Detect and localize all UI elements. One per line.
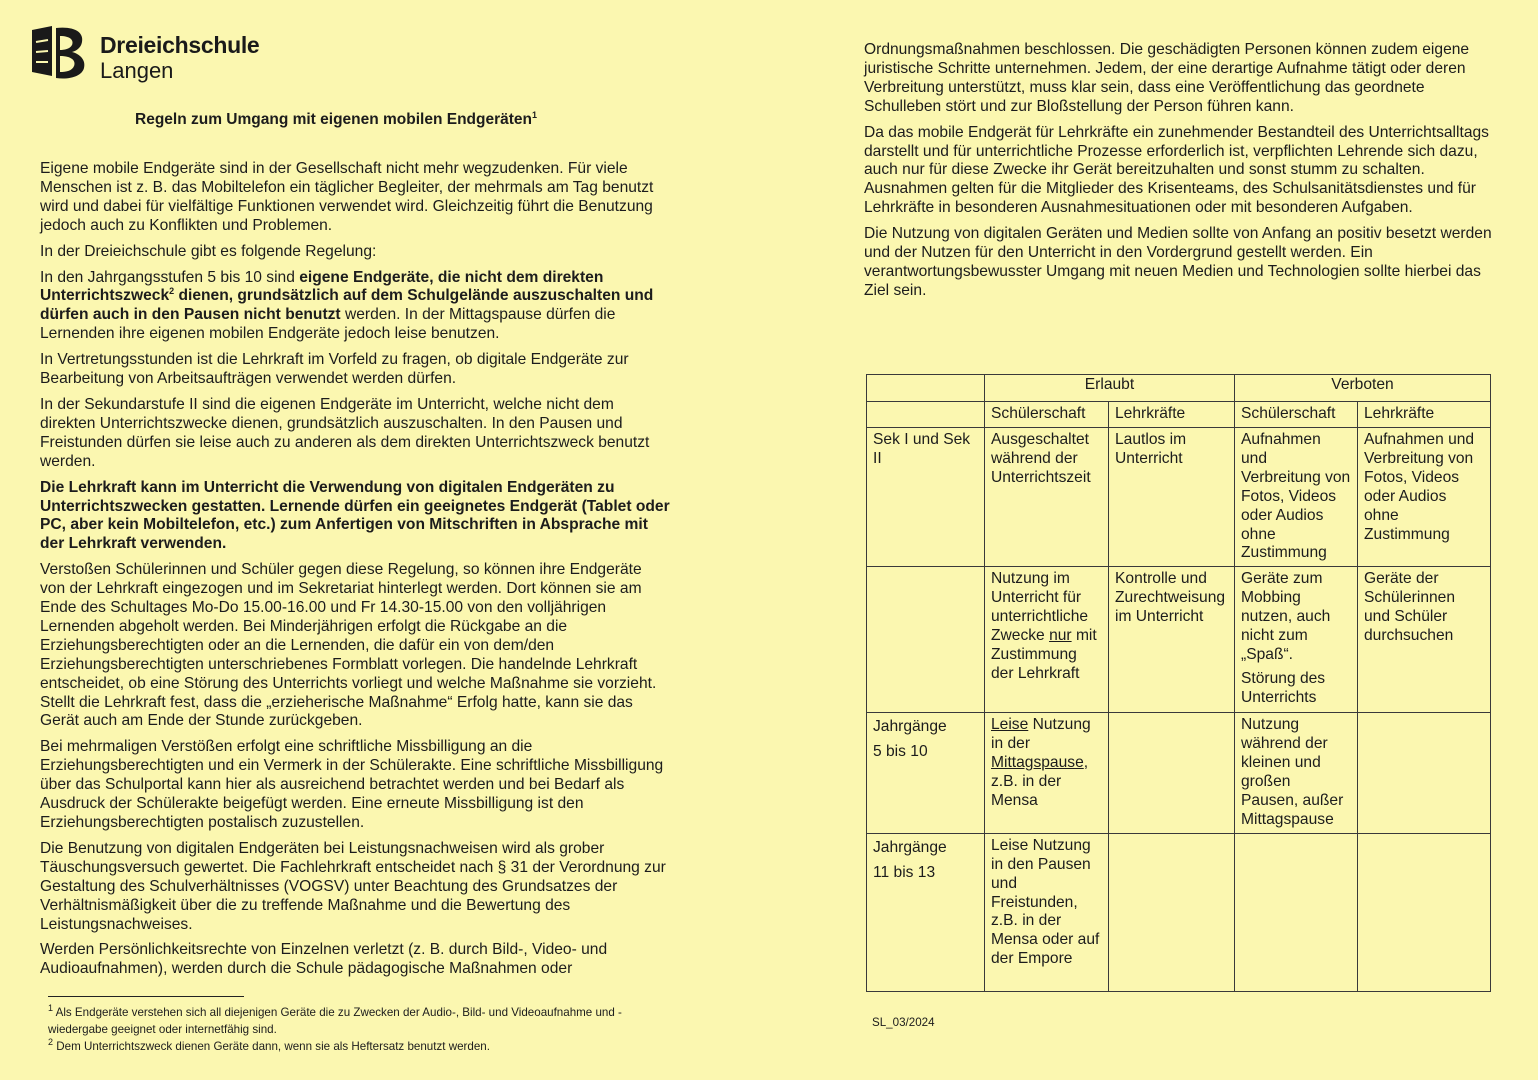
table-cell bbox=[1235, 833, 1358, 991]
paragraph-positive-use: Die Nutzung von digitalen Geräten und Medien sollte von Anfang an positiv besetzt werden und der Nutzen für den Unterricht in den Vordergrund gestellt werden. Ein verantwortungsbewusster Umgang mit neuen Medien und Technologien sollte hierbei das Ziel sein. bbox=[864, 225, 1492, 299]
school-city: Langen bbox=[100, 58, 174, 83]
col-allowed-students: Schülerschaft bbox=[985, 402, 1109, 428]
row-label-line: Jahrgänge bbox=[873, 838, 947, 856]
table-cell bbox=[1235, 567, 1358, 713]
footnotes bbox=[48, 1004, 678, 1055]
col-forbidden-students: Schülerschaft bbox=[1235, 402, 1358, 428]
table-cell bbox=[1358, 833, 1491, 991]
text-bold: dienen, grundsätzlich auf dem Schulgelände auszuschalten und dürfen auch in den Pausen nicht benutzt bbox=[40, 287, 654, 324]
table-row bbox=[867, 428, 1491, 567]
paragraph-teacher-devices: Da das mobile Endgerät für Lehrkräfte ein zunehmender Bestandteil des Unterrichtsalltags darstellt und für unterrichtliche Prozesse erforderlich ist, verpflichten Lehrende sich dazu, auch nur für diese Zwecke ihr Gerät bereitzuhalten und sonst stumm zu schalten. Ausnahmen gelten für die Mitglieder des Krisenteams, des Schulsanitätsdienstes und für Lehrkräfte in besonderen Ausnahmesituationen oder mit besonderen Aufgaben. bbox=[864, 123, 1489, 217]
table-cell bbox=[1109, 713, 1235, 833]
footnote-text: Dem Unterrichtszweck dienen Geräte dann, wenn sie als Heftersatz benutzt werden. bbox=[56, 1040, 490, 1053]
cell-line: Geräte zum Mobbing nutzen, auch nicht zum „Spaß“. bbox=[1241, 570, 1331, 663]
left-page bbox=[0, 0, 700, 1080]
school-name: Dreieichschule bbox=[100, 32, 260, 58]
text-segment: , z.B. in der Mensa bbox=[991, 754, 1089, 809]
group-forbidden: Verboten bbox=[1235, 375, 1491, 402]
text-underlined: nur bbox=[1049, 627, 1072, 645]
text-segment: Nutzung in der bbox=[991, 716, 1091, 753]
row-label-line: 11 bis 13 bbox=[873, 863, 936, 881]
row-label bbox=[867, 833, 985, 991]
text-segment: In den Jahrgangsstufen 5 bis 10 sind bbox=[40, 268, 300, 286]
text-underlined: Mittagspause bbox=[991, 754, 1084, 772]
paragraph-teacher-permission: Die Lehrkraft kann im Unterricht die Verwendung von digitalen Endgeräten zu Unterrichtszwecken gestatten. Lernende dürfen ein geeignetes Endgerät (Tablet oder PC, aber kein Mobiltelefon, etc.) zum Anfertigen von Mitschriften in Absprache mit der Lehrkraft verwenden. bbox=[40, 478, 670, 553]
row-label bbox=[867, 713, 985, 833]
table-header-columns bbox=[867, 402, 1491, 428]
table-cell: Aufnahmen und Verbreitung von Fotos, Videos oder Audios ohne Zustimmung bbox=[1358, 428, 1491, 567]
school-logo bbox=[30, 24, 270, 84]
row-label bbox=[867, 567, 985, 713]
document-code: SL_03/2024 bbox=[872, 1016, 935, 1029]
table-corner bbox=[867, 402, 985, 428]
col-forbidden-teachers: Lehrkräfte bbox=[1358, 402, 1491, 428]
paragraph-sek-ii: In der Sekundarstufe II sind die eigenen Endgeräte im Unterricht, welche nicht dem direkten Unterrichtszwecke dienen, grundsätzlich auszuschalten. In den Pausen und Freistunden dürfen sie leise auch zu anderen als dem direkten Unterrichtszweck benutzt werden. bbox=[40, 395, 650, 470]
page-title-text: Regeln zum Umgang mit eigenen mobilen Endgeräten bbox=[135, 111, 533, 128]
footnote-2 bbox=[48, 1038, 678, 1055]
row-label: Sek I und Sek II bbox=[867, 428, 985, 567]
table-cell: Aufnahmen und Verbreitung von Fotos, Videos oder Audios ohne Zustimmung bbox=[1235, 428, 1358, 567]
footnote-1 bbox=[48, 1004, 678, 1038]
paragraph-personal-rights: Werden Persönlichkeitsrechte von Einzelnen verletzt (z. B. durch Bild-, Video- und Audioaufnahmen), werden durch die Schule pädagogische Maßnahmen oder bbox=[40, 941, 608, 978]
text-segment: Nutzung im Unterricht für unterrichtliche Zwecke bbox=[991, 570, 1089, 645]
cell-line: Störung des Unterrichts bbox=[1241, 669, 1326, 706]
right-body bbox=[864, 41, 1504, 308]
table-cell: Lautlos im Unterricht bbox=[1109, 428, 1235, 567]
table-corner bbox=[867, 375, 985, 402]
paragraph-substitution: In Vertretungsstunden ist die Lehrkraft im Vorfeld zu fragen, ob digitale Endgeräte zur Bearbeitung von Arbeitsaufträgen verwendet werden dürfen. bbox=[40, 351, 629, 388]
paragraph-violations: Verstoßen Schülerinnen und Schüler gegen diese Regelung, so können ihre Endgeräte von der Lehrkraft eingezogen und im Sekretariat hinterlegt werden. Dort können sie am Ende des Schultages Mo-Do 15.00-16.00 und Fr 14.30-15.00 von den volljährigen Lernenden abgeholt werden. Bei Minderjährigen erfolgt die Rückgabe an die Erziehungsberechtigten oder an die Lernenden, die dafür ein von dem/den Erziehungsberechtigten unterschriebenes Formblatt vorlegen. Die handelnde Lehrkraft entscheidet, ob eine Störung des Unterrichts vorliegt und welche Maßnahme sie vorzieht. Stellt die Lehrkraft fest, dass die „erzieherische Maßnahme“ Erfolg hatte, kann sie das Gerät auch am Ende der Stunde zurückgeben. bbox=[40, 561, 657, 730]
footnote-text: Als Endgeräte verstehen sich all diejenigen Geräte die zu Zwecken der Audio-, Bild- und Videoaufnahme und -wiedergabe geeignet oder internetfähig sind. bbox=[48, 1006, 622, 1036]
col-allowed-teachers: Lehrkräfte bbox=[1109, 402, 1235, 428]
footnote-number: 1 bbox=[48, 1003, 54, 1014]
paragraph-rule-intro: In der Dreieichschule gibt es folgende Regelung: bbox=[40, 242, 377, 260]
footnote-number: 2 bbox=[48, 1037, 54, 1048]
footnote-ref-1: 1 bbox=[532, 109, 538, 120]
text-underlined: Leise bbox=[991, 716, 1029, 734]
table-cell: Leise Nutzung in den Pausen und Freistunden, z.B. in der Mensa oder auf der Empore bbox=[985, 833, 1109, 991]
paragraph-exams: Die Benutzung von digitalen Endgeräten bei Leistungsnachweisen wird als grober Täuschungsversuch gewertet. Die Fachlehrkraft entscheidet nach § 31 der Verordnung zur Gestaltung des Schulverhältnisses (VOGSV) unter Beachtung des Grundsatzes der Verhältnismäßigkeit über die zu treffende Maßnahme und die Bewertung des Leistungsnachweises. bbox=[40, 839, 666, 933]
row-label-line: Jahrgänge bbox=[873, 718, 947, 736]
school-logo-icon bbox=[30, 24, 90, 80]
text-segment: mit Zustimmung der Lehrkraft bbox=[991, 627, 1097, 682]
table-cell bbox=[1109, 833, 1235, 991]
text-bold: eigene Endgeräte, die nicht dem direkten Unterrichtszweck bbox=[40, 268, 604, 305]
paragraph-repeated-violations: Bei mehrmaligen Verstößen erfolgt eine schriftliche Missbilligung an die Erziehungsberechtigten und ein Vermerk in der Schülerakte. Eine schriftliche Missbilligung über das Schulportal kann hier als ausreichend betrachtet werden und bei Bedarf als Ausdruck der Schülerakte beigefügt werden. Eine erneute Missbilligung ist den Erziehungsberechtigten postalisch zuzustellen. bbox=[40, 738, 664, 831]
table-cell bbox=[1358, 713, 1491, 833]
table-row bbox=[867, 567, 1491, 713]
rules-table bbox=[866, 374, 1491, 992]
left-body bbox=[40, 160, 670, 986]
table-row bbox=[867, 833, 1491, 991]
group-allowed: Erlaubt bbox=[985, 375, 1235, 402]
table-cell: Ausgeschaltet während der Unterrichtszeit bbox=[985, 428, 1109, 567]
table-row bbox=[867, 713, 1491, 833]
table-cell: Kontrolle und Zurechtweisung im Unterricht bbox=[1109, 567, 1235, 713]
table-cell bbox=[985, 567, 1109, 713]
row-label-line: 5 bis 10 bbox=[873, 743, 928, 761]
footnote-ref-2: 2 bbox=[169, 286, 175, 297]
paragraph-intro: Eigene mobile Endgeräte sind in der Gesellschaft nicht mehr wegzudenken. Für viele Menschen ist z. B. das Mobiltelefon ein täglicher Begleiter, der mehrmals am Tag benutzt wird und dabei für vielfältige Funktionen verwendet wird. Gleichzeitig führt die Benutzung jedoch auch zu Konflikten und Problemen. bbox=[40, 160, 654, 234]
paragraph-measures: Ordnungsmaßnahmen beschlossen. Die geschädigten Personen können zudem eigene juristische Schritte unternehmen. Jedem, der eine derartige Aufnahme tätigt oder deren Verbreitung unterstützt, muss klar sein, dass eine Veröffentlichung das geordnete Schulleben stört und zur Bloßstellung der Person führen kann. bbox=[864, 41, 1470, 115]
paragraph-grades-5-10 bbox=[40, 269, 670, 345]
table-cell bbox=[985, 713, 1109, 833]
table-cell: Geräte der Schülerinnen und Schüler durchsuchen bbox=[1358, 567, 1491, 713]
table-cell: Nutzung während der kleinen und großen Pausen, außer Mittagspause bbox=[1235, 713, 1358, 833]
text-segment: werden. In der Mittagspause dürfen die Lernenden ihre eigenen mobilen Endgeräte jedoch leise benutzen. bbox=[40, 306, 616, 343]
table-header-groups bbox=[867, 375, 1491, 402]
page-title bbox=[135, 111, 655, 129]
footnote-divider bbox=[48, 996, 244, 997]
